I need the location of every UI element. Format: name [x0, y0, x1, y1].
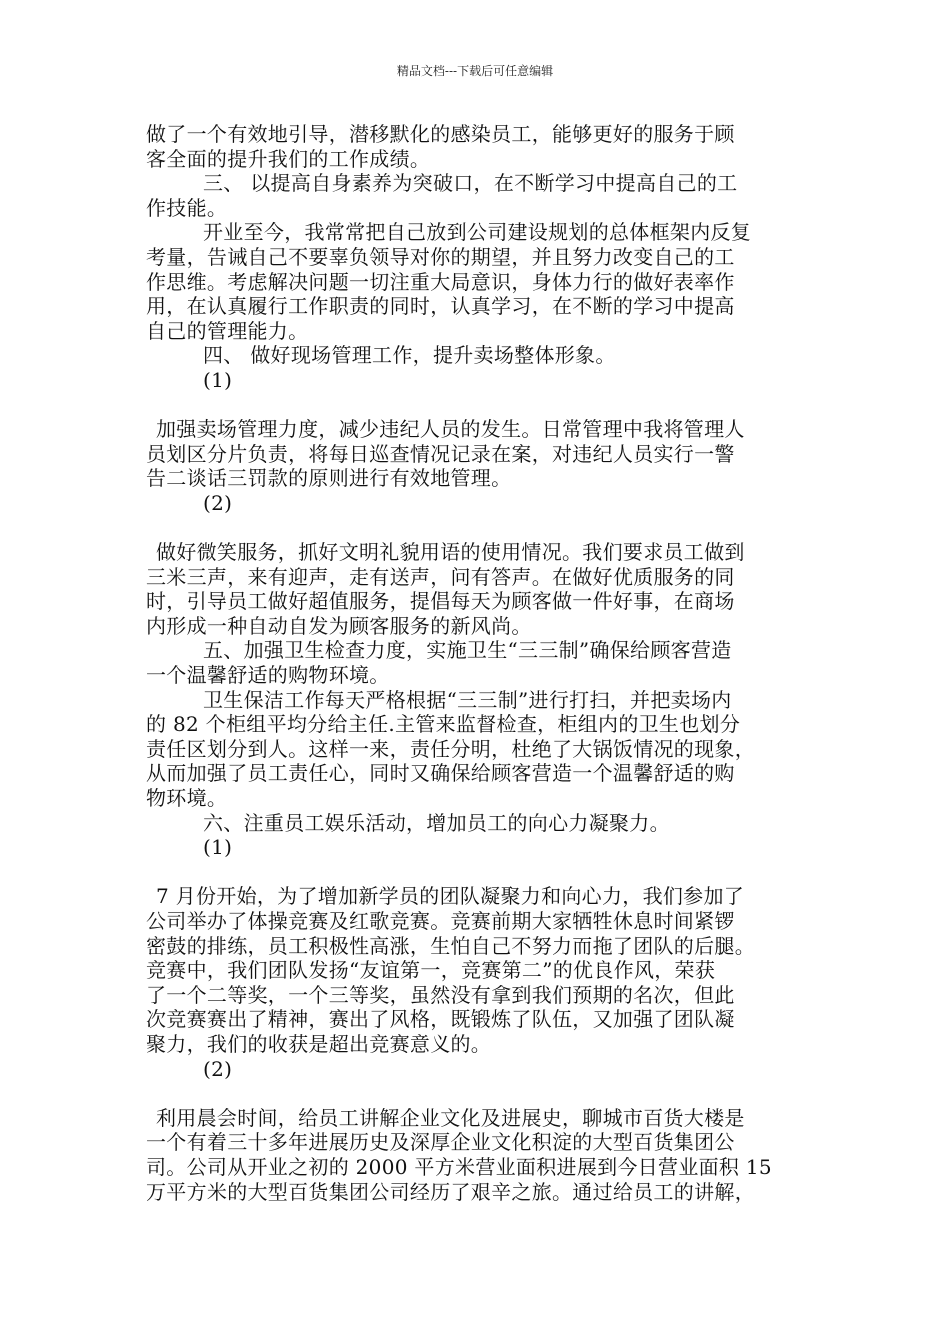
text-line: 了一个二等奖，一个三等奖，虽然没有拿到我们预期的名次，但此: [146, 982, 735, 1007]
text-line: 利用晨会时间，给员工讲解企业文化及进展史，聊城市百货大楼是: [156, 1105, 745, 1130]
text-line: 聚力，我们的收获是超出竞赛意义的。: [146, 1031, 492, 1056]
text-line: 告二谈话三罚款的原则进行有效地管理。: [146, 466, 512, 491]
text-line: (1): [203, 835, 233, 860]
paragraph-gap: [146, 1081, 826, 1106]
paragraph-gap: [146, 860, 826, 885]
text-line: 开业至今，我常常把自己放到公司建设规划的总体框架内反复: [203, 220, 752, 245]
text-line: 五、加强卫生检查力度，实施卫生“三三制”确保给顾客营造: [203, 638, 732, 663]
text-line: 一个温馨舒适的购物环境。: [146, 663, 390, 688]
text-line: 自己的管理能力。: [146, 318, 309, 343]
text-line: (2): [203, 1056, 233, 1081]
text-line: 加强卖场管理力度，减少违纪人员的发生。日常管理中我将管理人: [156, 417, 745, 442]
paragraph-gap: [146, 393, 826, 418]
text-line: 7 月份开始，为了增加新学员的团队凝聚力和向心力，我们参加了: [156, 884, 745, 909]
text-line: 员划区分片负责，将每日巡查情况记录在案，对违纪人员实行一警: [146, 441, 735, 466]
text-line: 密鼓的排练，员工积极性高涨，生怕自己不努力而拖了团队的后腿。: [146, 933, 755, 958]
text-line: 做好微笑服务，抓好文明礼貌用语的使用情况。我们要求员工做到: [156, 540, 745, 565]
text-line: 物环境。: [146, 786, 228, 811]
text-line: 三、 以提高自身素养为突破口，在不断学习中提高自己的工: [203, 171, 738, 196]
text-line: 客全面的提升我们的工作成绩。: [146, 146, 431, 171]
text-line: 从而加强了员工责任心，同时又确保给顾客营造一个温馨舒适的购: [146, 761, 735, 786]
text-line: 做了一个有效地引导，潜移默化的感染员工，能够更好的服务于顾: [146, 122, 735, 146]
text-line: 司。公司从开业之初的 2000 平方米营业面积进展到今日营业面积 15: [146, 1154, 772, 1179]
text-line: 时，引导员工做好超值服务，提倡每天为顾客做一件好事，在商场: [146, 589, 735, 614]
text-line: 的 82 个柜组平均分给主任.主管来监督检查，柜组内的卫生也划分: [146, 712, 741, 737]
text-line: 次竞赛赛出了精神，赛出了风格，既锻炼了队伍，又加强了团队凝: [146, 1007, 735, 1032]
text-line: 作思维。考虑解决问题一切注重大局意识，身体力行的做好表率作: [146, 269, 735, 294]
document-body: [146, 122, 826, 1204]
text-line: 六、注重员工娱乐活动，增加员工的向心力凝聚力。: [203, 810, 670, 835]
text-line: 内形成一种自动自发为顾客服务的新风尚。: [146, 613, 532, 638]
text-line: 作技能。: [146, 195, 228, 220]
text-line: 万平方米的大型百货集团公司经历了艰辛之旅。通过给员工的讲解，: [146, 1179, 755, 1204]
text-line: 公司举办了体操竞赛及红歌竞赛。竞赛前期大家牺牲休息时间紧锣: [146, 909, 735, 933]
text-line: 卫生保洁工作每天严格根据“三三制”进行打扫，并把卖场内: [203, 687, 732, 712]
page-header: 精品文档---下载后可任意编辑: [396, 64, 554, 78]
text-line: 责任区划分到人。这样一来，责任分明，杜绝了大锅饭情况的现象，: [146, 736, 755, 761]
text-line: (2): [203, 490, 233, 515]
text-line: 三米三声，来有迎声，走有送声，问有答声。在做好优质服务的同: [146, 564, 735, 589]
text-line: (1): [203, 367, 233, 392]
text-line: 竞赛中，我们团队发扬“友谊第一，竞赛第二”的优良作风，荣获: [146, 958, 716, 983]
text-line: 四、 做好现场管理工作，提升卖场整体形象。: [203, 343, 616, 368]
text-line: 考量，告诫自己不要辜负领导对你的期望，并且努力改变自己的工: [146, 244, 735, 269]
paragraph-gap: [146, 516, 826, 541]
text-line: 一个有着三十多年进展历史及深厚企业文化积淀的大型百货集团公: [146, 1130, 735, 1155]
text-line: 用，在认真履行工作职责的同时，认真学习，在不断的学习中提高: [146, 294, 735, 319]
